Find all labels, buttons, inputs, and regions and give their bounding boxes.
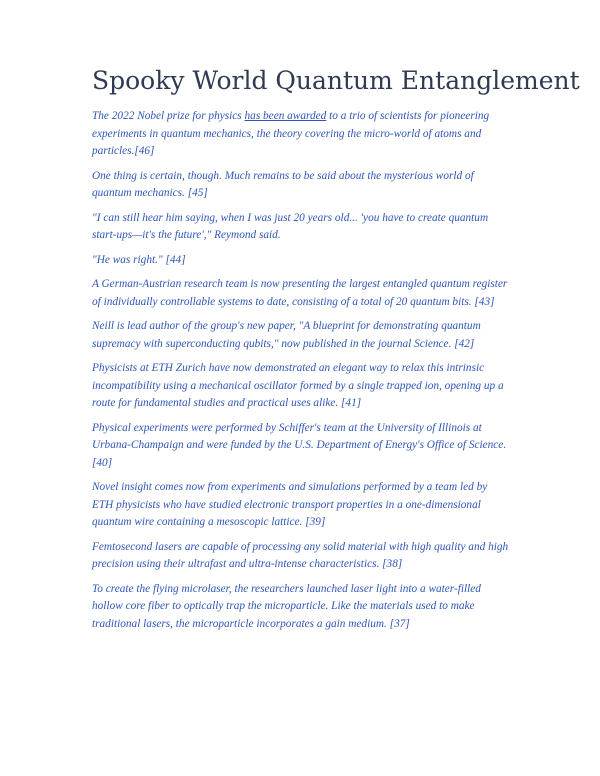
paragraph-text-after-link: to a trio of scientists for pioneering experiments in quantum mechanics, the theory covering the micro-world of atoms and particles.[46]	[92, 110, 490, 157]
paragraph: A German-Austrian research team is now presenting the largest entangled quantum register of individually controllable systems to date, consisting of a total of 20 quantum bits. [43]	[92, 278, 508, 308]
document-body	[92, 108, 510, 640]
paragraph: To create the flying microlaser, the researchers launched laser light into a water-filled hollow core fiber to optically trap the microparticle. Like the materials used to make traditional lasers, the microparticle incorporates a gain medium. [37]	[92, 582, 481, 630]
paragraph: "He was right." [44]	[92, 253, 186, 266]
paragraph: Physicists at ETH Zurich have now demonstrated an elegant way to relax this intrinsic incompatibility using a mechanical oscillator formed by a single trapped ion, opening up a route for fundamental studies and practical uses alike. [41]	[92, 362, 504, 409]
has-been-awarded-link[interactable]: has been awarded	[244, 110, 327, 122]
paragraph: Femtosecond lasers are capable of processing any solid material with high quality and high precision using their ultrafast and ultra-intense characteristics. [38]	[92, 540, 509, 570]
paragraph: One thing is certain, though. Much remains to be said about the mysterious world of quantum mechanics. [45]	[92, 169, 474, 199]
paragraph: Physical experiments were performed by Schiffer's team at the University of Illinois at Urbana-Champaign and were funded by the U.S. Department of Energy's Office of Science. [40]	[92, 421, 507, 469]
paragraph: "I can still hear him saying, when I was just 20 years old... 'you have to create quantum start-ups—it's the future'," Reymond said.	[92, 211, 489, 241]
paragraph: Neill is lead author of the group's new paper, "A blueprint for demonstrating quantum supremacy with superconducting qubits," now published in the journal Science. [42]	[92, 320, 481, 350]
paragraph-nobel-prize	[92, 108, 510, 161]
paragraph: Novel insight comes now from experiments and simulations performed by a team led by ETH physicists who have studied electronic transport properties in a one-dimensional quantum wire containing a mesoscopic lattice. [39]	[92, 481, 488, 528]
document-title: Spooky World Quantum Entanglement	[92, 66, 580, 95]
paragraph-text-before-link: The 2022 Nobel prize for physics	[92, 110, 245, 122]
